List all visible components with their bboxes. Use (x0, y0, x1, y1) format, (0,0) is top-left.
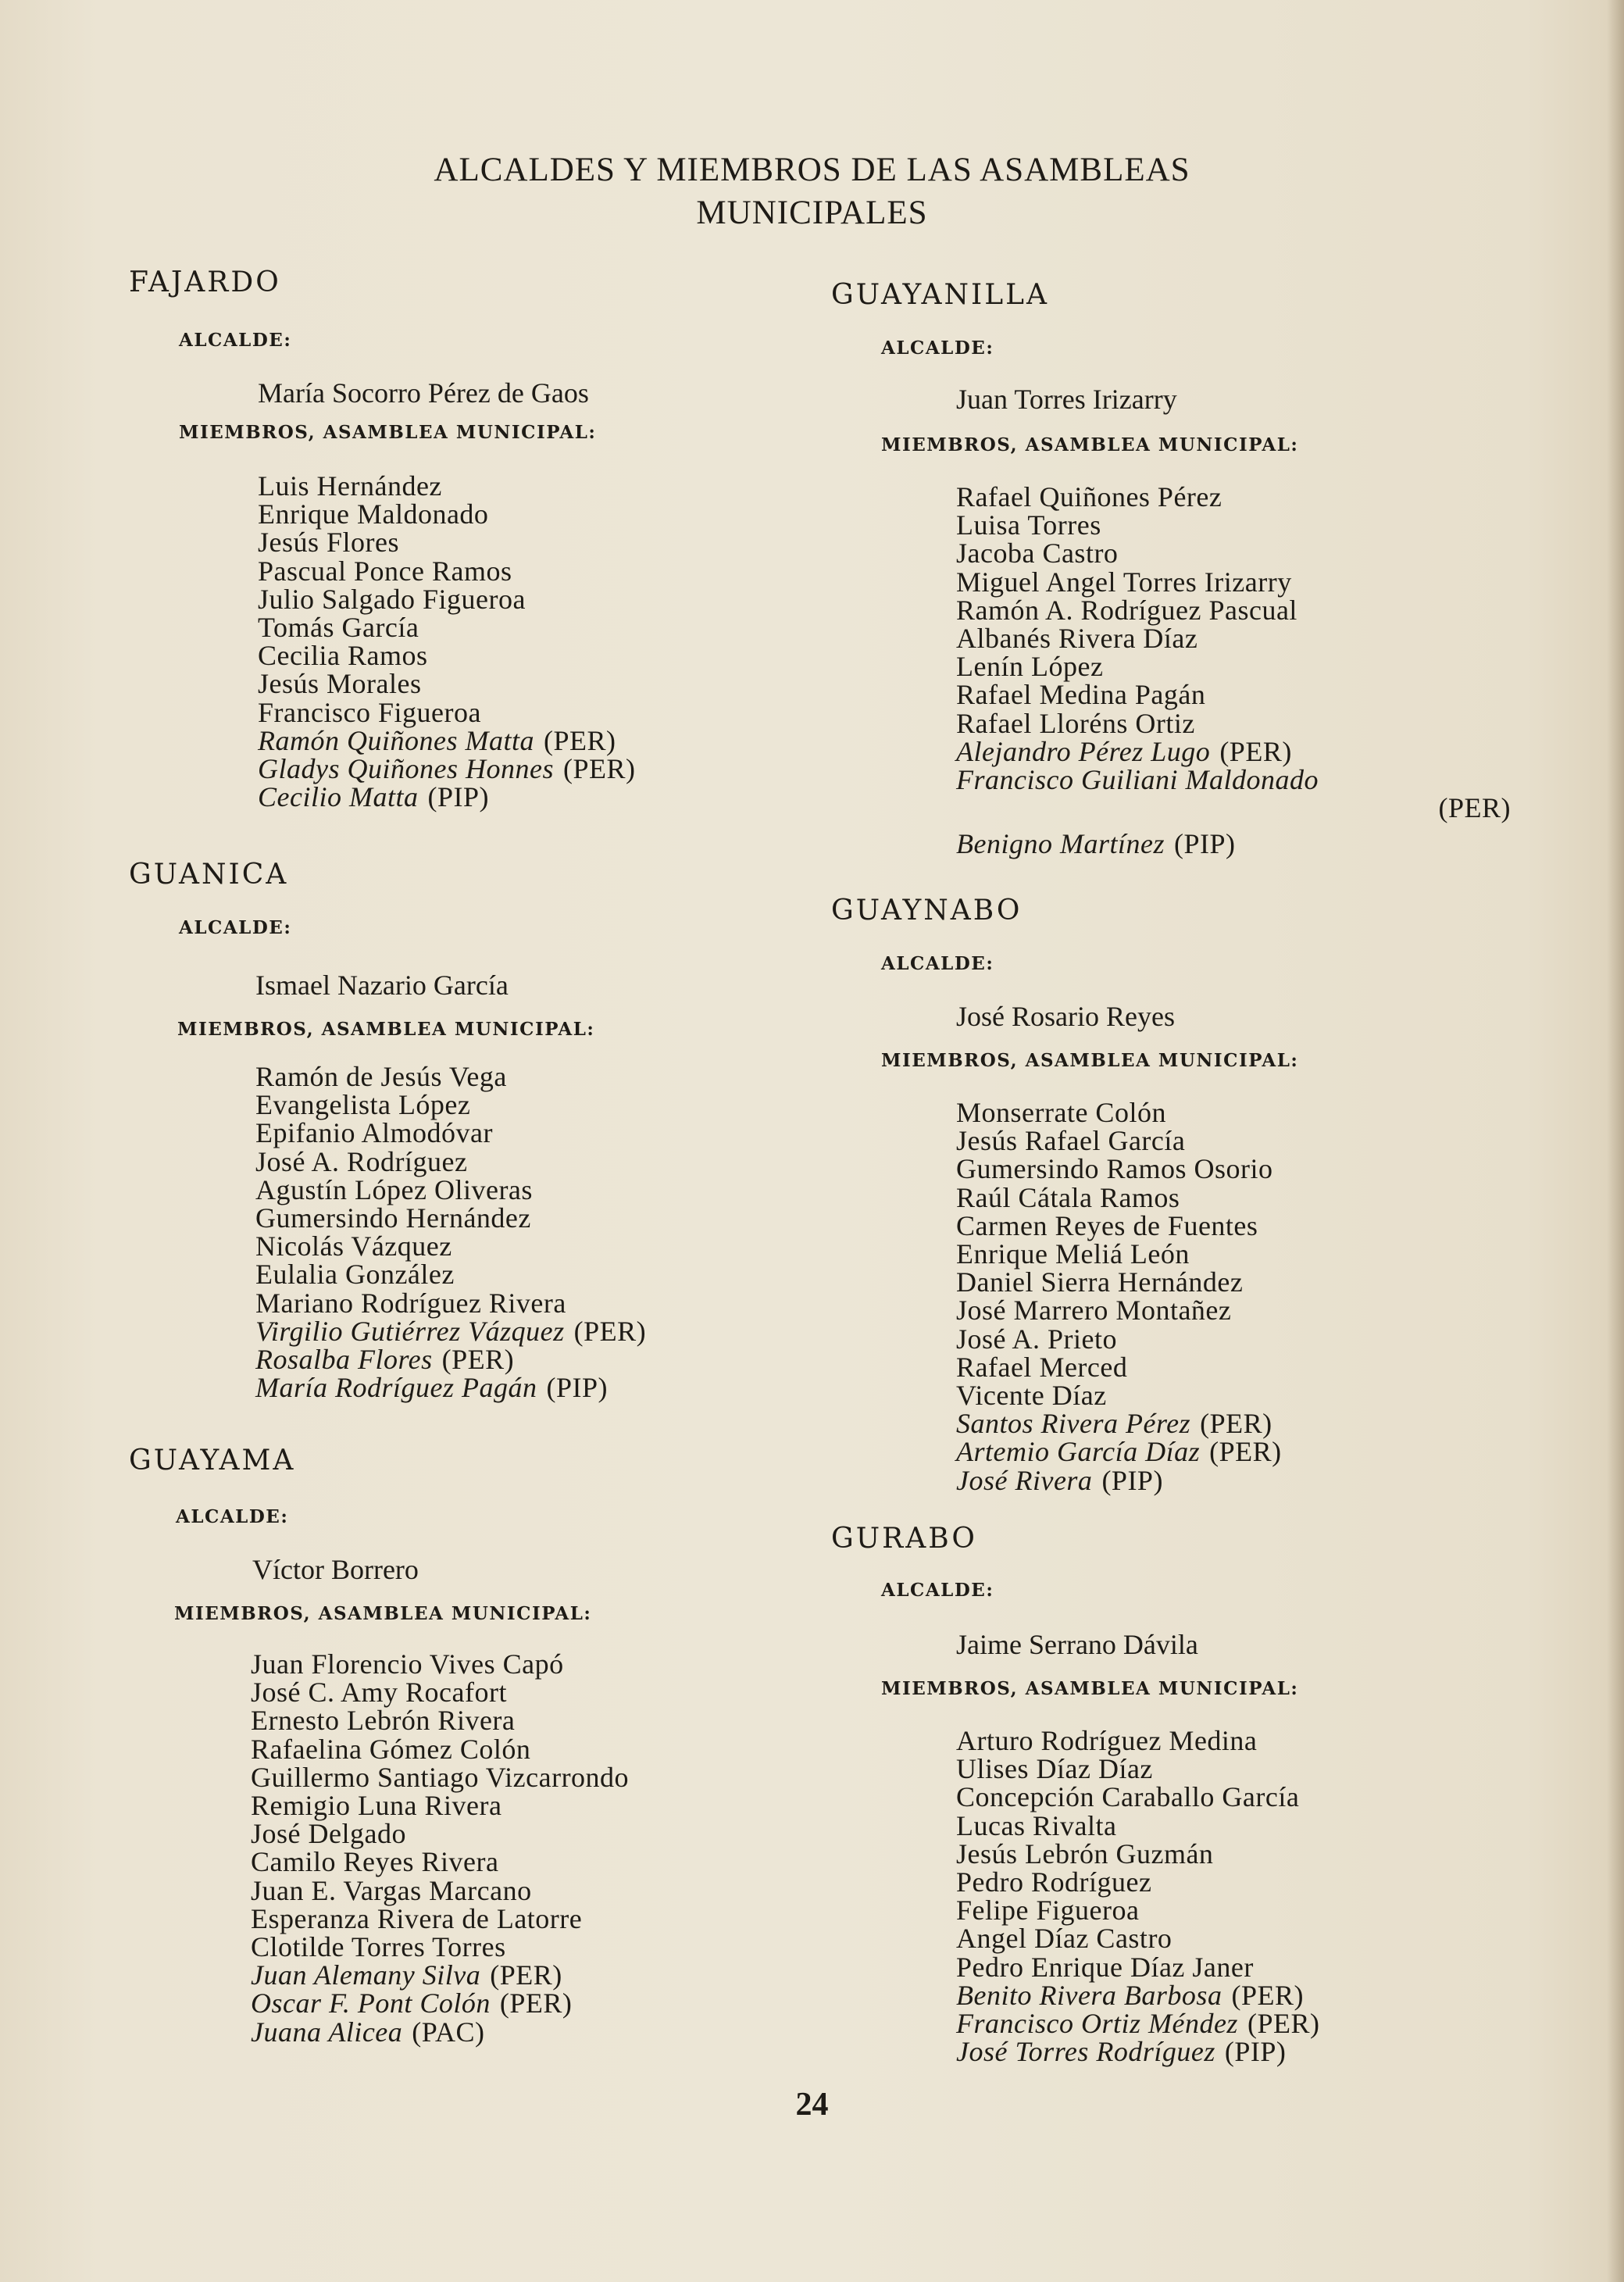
assembly-label: MIEMBROS, ASAMBLEA MUNICIPAL: (179, 422, 597, 443)
member-name: Rosalba Flores (255, 1344, 433, 1376)
mayor-label: ALCALDE: (881, 337, 994, 359)
page-spine-shadow (1607, 0, 1624, 2282)
mayor-name: María Socorro Pérez de Gaos (258, 377, 589, 409)
member-item-minority (956, 2037, 1319, 2066)
party-tag: (PER) (499, 1987, 573, 2020)
member-name: José Marrero Montañez (956, 1295, 1232, 1327)
member-name: Francisco Figueroa (258, 696, 481, 728)
mayor-label: ALCALDE: (881, 953, 994, 974)
member-name: José C. Amy Rocafort (251, 1677, 507, 1709)
member-item-minority (255, 1373, 646, 1402)
member-item (255, 1145, 646, 1177)
party-tag: (PIP) (1101, 1464, 1163, 1496)
mayor-name: Juan Torres Irizarry (956, 384, 1177, 415)
member-name: Julio Salgado Figueroa (258, 583, 526, 615)
party-tag: (PER) (1247, 2008, 1320, 2040)
member-name: Rafael Medina Pagán (956, 679, 1206, 711)
assembly-label: MIEMBROS, ASAMBLEA MUNICIPAL: (177, 1019, 595, 1040)
member-name: Francisco Guiliani Maldonado (956, 764, 1319, 796)
mayor-label: ALCALDE: (176, 1506, 289, 1527)
member-name: Pedro Rodríguez (956, 1866, 1152, 1898)
mayor-name: Jaime Serrano Dávila (956, 1629, 1198, 1660)
member-item (258, 698, 635, 727)
party-tag: (PER) (490, 1959, 562, 1991)
member-name: Enrique Maldonado (258, 498, 489, 530)
party-tag: (PER) (1219, 735, 1292, 767)
party-tag: (PER) (1231, 1979, 1304, 2011)
member-name: Ulises Díaz Díaz (956, 1753, 1153, 1785)
member-name: Jesús Lebrón Guzmán (956, 1837, 1214, 1870)
member-item (956, 1923, 1319, 1955)
member-name: Gladys Quiñones Honnes (258, 753, 554, 785)
member-item-minority (258, 783, 635, 811)
member-item (251, 1705, 629, 1737)
member-item-minority (251, 2018, 629, 2046)
member-item-minority (255, 1317, 646, 1345)
party-tag: (PIP) (1224, 2036, 1287, 2068)
member-name: Enrique Meliá León (956, 1238, 1190, 1270)
mayor-label: ALCALDE: (179, 917, 292, 938)
mayor-name: Ismael Nazario García (255, 970, 509, 1001)
municipality-name: GUAYANILLA (831, 279, 1050, 311)
member-item (956, 651, 1511, 683)
member-name: Raúl Cátala Ramos (956, 1181, 1180, 1213)
member-name: Rafael Merced (956, 1351, 1128, 1383)
member-item (956, 1127, 1282, 1155)
member-list (251, 1650, 629, 2046)
member-item (956, 1209, 1282, 1241)
page-title-line-2: MUNICIPALES (696, 195, 928, 231)
member-name: Pascual Ponce Ramos (258, 555, 512, 587)
member-name: Jesús Rafael García (956, 1125, 1186, 1157)
member-name: Santos Rivera Pérez (956, 1408, 1191, 1440)
assembly-label: MIEMBROS, ASAMBLEA MUNICIPAL: (174, 1603, 592, 1624)
member-name: Ramón A. Rodríguez Pascual (956, 594, 1297, 626)
member-list (956, 483, 1511, 859)
member-item-minority (956, 1437, 1282, 1466)
member-name: Lucas Rivalta (956, 1809, 1117, 1841)
member-item (956, 1809, 1319, 1841)
party-tag: (PER) (543, 724, 616, 756)
member-name: Agustín López Oliveras (255, 1173, 533, 1205)
member-item (258, 670, 635, 698)
member-item-minority (255, 1344, 646, 1376)
member-name: José A. Rodríguez (255, 1145, 468, 1177)
member-item (956, 511, 1511, 539)
member-item (251, 1650, 629, 1678)
member-name: Arturo Rodríguez Medina (956, 1725, 1258, 1756)
member-name: Remigio Luna Rivera (251, 1790, 502, 1822)
party-tag: (PER) (562, 753, 636, 785)
member-item (255, 1062, 646, 1091)
member-name: Miguel Angel Torres Irizarry (956, 566, 1292, 598)
member-name: Luis Hernández (258, 470, 442, 502)
party-tag: (PIP) (546, 1372, 608, 1404)
member-item (956, 1953, 1319, 1981)
member-name: Carmen Reyes de Fuentes (956, 1209, 1258, 1241)
member-name: Oscar F. Pont Colón (251, 1987, 491, 2020)
member-name: Rafael Lloréns Ortiz (956, 707, 1195, 739)
member-item (956, 1240, 1282, 1268)
member-item (251, 1763, 629, 1791)
municipality-name: GUAYAMA (129, 1445, 296, 1477)
municipality-name: GURABO (831, 1523, 977, 1555)
member-item (258, 557, 635, 585)
mayor-name: José Rosario Reyes (956, 1001, 1175, 1032)
member-item (956, 537, 1511, 570)
member-item (956, 1755, 1319, 1783)
member-name: Francisco Ortiz Méndez (956, 2008, 1238, 2040)
member-item-minority (956, 766, 1511, 822)
member-name: Tomás García (258, 612, 419, 644)
party-tag: (PER) (1438, 792, 1511, 824)
member-item (258, 527, 635, 559)
member-item (255, 1204, 646, 1232)
member-item (956, 1181, 1282, 1213)
member-item (251, 1820, 629, 1848)
member-name: Nicolás Vázquez (255, 1230, 452, 1262)
member-name: Clotilde Torres Torres (251, 1931, 506, 1963)
member-name: Jacoba Castro (956, 537, 1119, 570)
member-name: Angel Díaz Castro (956, 1923, 1172, 1955)
member-item-minority (956, 737, 1511, 766)
member-item-minority (956, 1466, 1282, 1495)
member-list (956, 1098, 1282, 1495)
member-name: Epifanio Almodóvar (255, 1117, 493, 1149)
member-item (956, 1837, 1319, 1870)
member-item (956, 483, 1511, 511)
party-tag: (PAC) (412, 2016, 485, 2048)
member-item (956, 709, 1511, 737)
member-name: Virgilio Gutiérrez Vázquez (255, 1315, 565, 1347)
member-name: Lenín López (956, 651, 1104, 683)
member-item-minority (956, 2008, 1320, 2040)
member-item (956, 596, 1511, 624)
mayor-name: Víctor Borrero (252, 1554, 419, 1585)
member-name: Evangelista López (255, 1089, 471, 1121)
member-list (258, 472, 635, 811)
member-name: Luisa Torres (956, 509, 1101, 541)
party-tag: (PIP) (1173, 828, 1236, 860)
member-item (251, 1677, 629, 1709)
member-name: Esperanza Rivera de Latorre (251, 1902, 583, 1934)
member-item (255, 1259, 646, 1291)
assembly-label: MIEMBROS, ASAMBLEA MUNICIPAL: (881, 1678, 1299, 1699)
member-name: Pedro Enrique Díaz Janer (956, 1951, 1254, 1983)
member-name: Artemio García Díaz (956, 1436, 1201, 1468)
member-name: Juana Alicea (251, 2016, 403, 2048)
member-name: Alejandro Pérez Lugo (956, 735, 1211, 767)
member-item (258, 641, 635, 670)
member-item (956, 1098, 1282, 1127)
member-item-minority (258, 724, 635, 756)
member-name: Concepción Caraballo García (956, 1781, 1300, 1813)
member-name: Guillermo Santiago Vizcarrondo (251, 1761, 630, 1793)
member-item (956, 1783, 1319, 1811)
member-name: Mariano Rodríguez Rivera (255, 1287, 566, 1319)
member-item (956, 680, 1511, 709)
municipality-name: FAJARDO (129, 266, 281, 298)
member-item (956, 1895, 1319, 1927)
member-name: Gumersindo Hernández (255, 1202, 531, 1234)
page-title (0, 148, 1624, 234)
member-item (251, 1791, 629, 1820)
party-tag: (PIP) (427, 781, 489, 813)
member-item (956, 1155, 1282, 1183)
member-item (258, 585, 635, 613)
member-name: Juan E. Vargas Marcano (251, 1874, 532, 1906)
member-name: Benigno Martínez (956, 828, 1165, 860)
member-name: Albanés Rivera Díaz (956, 623, 1198, 655)
member-name: Eulalia González (255, 1259, 455, 1291)
member-item-minority (258, 755, 635, 783)
member-item (251, 1848, 629, 1876)
member-item (956, 1325, 1282, 1353)
member-name: Rafael Quiñones Pérez (956, 481, 1222, 512)
party-tag: (PER) (1209, 1436, 1282, 1468)
member-name: Juan Florencio Vives Capó (251, 1648, 564, 1680)
member-name: José Rivera (956, 1464, 1093, 1496)
member-item (255, 1119, 646, 1147)
member-name: José A. Prieto (956, 1323, 1118, 1355)
member-item (956, 1268, 1282, 1296)
member-item (255, 1232, 646, 1260)
page-number: 24 (795, 2087, 829, 2123)
member-name: Camilo Reyes Rivera (251, 1846, 499, 1878)
member-item (258, 500, 635, 528)
member-name: Daniel Sierra Hernández (956, 1266, 1244, 1298)
member-item (956, 1380, 1282, 1412)
municipality-name: GUANICA (129, 859, 289, 891)
member-name: José Torres Rodríguez (956, 2036, 1215, 2068)
party-tag: (PER) (573, 1315, 647, 1347)
member-list (255, 1062, 646, 1402)
assembly-label: MIEMBROS, ASAMBLEA MUNICIPAL: (881, 434, 1299, 455)
member-item (956, 1727, 1319, 1755)
party-tag: (PER) (441, 1344, 515, 1376)
mayor-label: ALCALDE: (179, 330, 292, 351)
member-name: Monserrate Colón (956, 1097, 1166, 1128)
member-item-minority (956, 830, 1511, 858)
mayor-label: ALCALDE: (881, 1580, 994, 1601)
member-item-minority (956, 1981, 1319, 2009)
party-tag: (PER) (1200, 1408, 1272, 1440)
member-name: Benito Rivera Barbosa (956, 1979, 1222, 2011)
member-item (258, 612, 635, 644)
member-item (956, 1868, 1319, 1896)
member-item (258, 472, 635, 500)
member-item (255, 1173, 646, 1205)
member-name: María Rodríguez Pagán (255, 1372, 537, 1404)
member-list (956, 1727, 1319, 2066)
member-item (956, 1353, 1282, 1381)
member-name: Jesús Flores (258, 527, 400, 559)
member-name: Juan Alemany Silva (251, 1959, 481, 1991)
member-item (255, 1091, 646, 1119)
member-item (956, 568, 1511, 596)
assembly-label: MIEMBROS, ASAMBLEA MUNICIPAL: (881, 1050, 1299, 1071)
member-name: Gumersindo Ramos Osorio (956, 1153, 1273, 1185)
member-name: Ramón de Jesús Vega (255, 1061, 507, 1092)
member-item-minority (251, 1961, 629, 1989)
member-name: Cecilia Ramos (258, 640, 428, 672)
member-item (251, 1933, 629, 1961)
member-name: José Delgado (251, 1818, 406, 1850)
member-name: Rafaelina Gómez Colón (251, 1733, 531, 1765)
municipality-name: GUAYNABO (831, 895, 1023, 927)
member-name: Jesús Morales (258, 668, 422, 700)
member-item (956, 1295, 1282, 1327)
member-item (251, 1874, 629, 1906)
member-name: Ramón Quiñones Matta (258, 724, 534, 756)
member-name: Ernesto Lebrón Rivera (251, 1705, 516, 1737)
member-item (956, 623, 1511, 655)
member-name: Vicente Díaz (956, 1380, 1107, 1412)
member-item (255, 1289, 646, 1317)
member-name: Felipe Figueroa (956, 1895, 1140, 1927)
member-item-minority (956, 1408, 1282, 1440)
page-title-line-1: ALCALDES Y MIEMBROS DE LAS ASAMBLEAS (434, 152, 1190, 188)
member-name: Cecilio Matta (258, 781, 419, 813)
member-item (251, 1902, 629, 1934)
member-item (251, 1735, 629, 1763)
member-item-minority (251, 1987, 629, 2020)
